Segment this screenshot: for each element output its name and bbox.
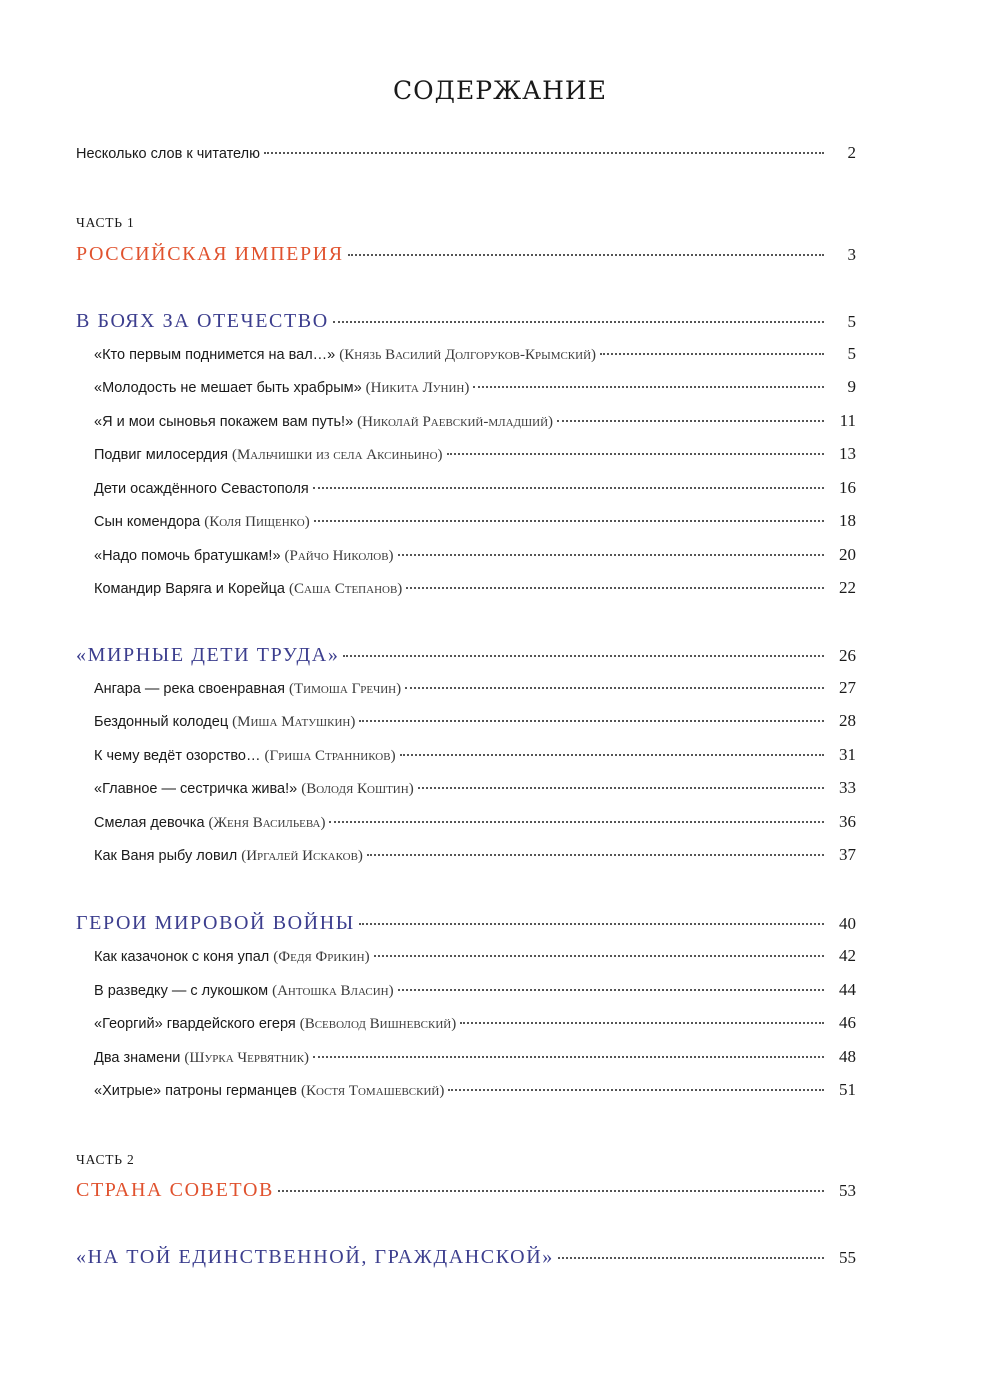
- entry-person: (Мальчишки из села Аксиньино): [231, 447, 443, 463]
- entry-person: (Костя Томашевский): [301, 1083, 445, 1099]
- entry-title: Дети осаждённого Севастополя: [94, 481, 309, 497]
- toc-entry[interactable]: [94, 678, 856, 708]
- entry-title: Как Ваня рыбу ловил: [94, 848, 238, 864]
- entry-person: (Всеволод Вишневский): [299, 1016, 457, 1032]
- toc-entry[interactable]: [94, 845, 856, 875]
- dot-leader: [473, 386, 824, 388]
- entry-person: (Федя Фрикин): [273, 949, 370, 965]
- toc-entry[interactable]: [94, 344, 856, 374]
- part-label: ЧАСТЬ 2: [76, 1152, 135, 1167]
- part-title: СТРАНА СОВЕТОВ: [76, 1179, 274, 1201]
- entry-person: (Женя Васильева): [208, 815, 326, 831]
- entry-person: (Тимоша Гречин): [288, 681, 402, 697]
- entry-person: (Миша Матушкин): [232, 714, 356, 730]
- dot-leader: [557, 420, 824, 422]
- part-title: РОССИЙСКАЯ ИМПЕРИЯ: [76, 243, 344, 265]
- page-number: 11: [839, 411, 856, 430]
- toc-entry[interactable]: [94, 1047, 856, 1077]
- dot-leader: [264, 152, 824, 154]
- page-title: СОДЕРЖАНИЕ: [393, 76, 607, 105]
- dot-leader: [278, 1190, 824, 1192]
- entry-person: (Шурка Червятник): [184, 1050, 310, 1066]
- entry-title: Бездонный колодец: [94, 714, 229, 730]
- dot-leader: [406, 587, 824, 589]
- page-number: 3: [847, 245, 856, 264]
- dot-leader: [314, 520, 824, 522]
- page-number: 20: [839, 545, 856, 564]
- toc-section[interactable]: [76, 912, 856, 942]
- page-number: 31: [839, 745, 856, 764]
- page-number: 28: [839, 711, 856, 730]
- page-number: 5: [847, 312, 856, 331]
- dot-leader: [348, 254, 824, 256]
- page-number: 51: [839, 1080, 856, 1099]
- toc-entry[interactable]: [94, 812, 856, 842]
- toc-entry[interactable]: [94, 578, 856, 608]
- entry-title: «Я и мои сыновья покажем вам путь!»: [94, 414, 354, 430]
- entry-person: (Николай Раевский-младший): [357, 414, 554, 430]
- dot-leader: [333, 321, 824, 323]
- entry-title: Командир Варяга и Корейца: [94, 581, 285, 597]
- dot-leader: [329, 821, 824, 823]
- page-number: 40: [839, 914, 856, 933]
- dot-leader: [447, 453, 824, 455]
- page-number: 2: [847, 143, 856, 162]
- page-number: 33: [839, 778, 856, 797]
- entry-person: (Антошка Власин): [272, 983, 394, 999]
- dot-leader: [418, 787, 824, 789]
- page-number: 18: [839, 511, 856, 530]
- entry-person: (Саша Степанов): [289, 581, 403, 597]
- toc-section[interactable]: [76, 644, 856, 674]
- dot-leader: [359, 923, 824, 925]
- toc-part-2[interactable]: [76, 1179, 856, 1209]
- page-number: 27: [839, 678, 856, 697]
- entry-title: Ангара — река своенравная: [94, 681, 285, 697]
- toc-entry[interactable]: [94, 377, 856, 407]
- dot-leader: [313, 1056, 824, 1058]
- section-title: «МИРНЫЕ ДЕТИ ТРУДА»: [76, 644, 340, 666]
- toc-section[interactable]: [76, 310, 856, 340]
- dot-leader: [398, 554, 824, 556]
- dot-leader: [460, 1022, 824, 1024]
- entry-person: (Володя Коштин): [301, 781, 414, 797]
- entry-title: «Хитрые» патроны германцев: [94, 1083, 297, 1099]
- entry-person: (Райчо Николов): [284, 548, 394, 564]
- dot-leader: [558, 1257, 824, 1259]
- toc-part-1[interactable]: [76, 243, 856, 273]
- entry-person: (Князь Василий Долгоруков-Крымский): [339, 347, 597, 363]
- toc-entry[interactable]: [94, 946, 856, 976]
- section-title: В БОЯХ ЗА ОТЕЧЕСТВО: [76, 310, 329, 332]
- page-number: 37: [839, 845, 856, 864]
- entry-person: (Никита Лунин): [365, 380, 470, 396]
- page-number: 42: [839, 946, 856, 965]
- entry-title: Смелая девочка: [94, 815, 205, 831]
- dot-leader: [448, 1089, 824, 1091]
- dot-leader: [600, 353, 824, 355]
- toc-entry-intro[interactable]: [76, 143, 856, 173]
- entry-person: (Гриша Странников): [264, 748, 396, 764]
- page-number: 46: [839, 1013, 856, 1032]
- page-number: 36: [839, 812, 856, 831]
- entry-title: «Надо помочь братушкам!»: [94, 548, 281, 564]
- toc-entry[interactable]: [94, 478, 856, 508]
- page-number: 53: [839, 1181, 856, 1200]
- entry-title: Несколько слов к читателю: [76, 146, 260, 162]
- entry-person: (Иргалей Искаков): [241, 848, 363, 864]
- toc-entry[interactable]: [94, 545, 856, 575]
- entry-title: В разведку — с лукошком: [94, 983, 269, 999]
- page-number: 13: [839, 444, 856, 463]
- entry-title: «Георгий» гвардейского егеря: [94, 1016, 296, 1032]
- dot-leader: [405, 687, 824, 689]
- entry-title: «Кто первым поднимется на вал…»: [94, 347, 336, 363]
- page-number: 22: [839, 578, 856, 597]
- entry-person: (Коля Пищенко): [204, 514, 310, 530]
- toc-entry[interactable]: [94, 980, 856, 1010]
- toc-section[interactable]: [76, 1246, 856, 1276]
- toc-entry[interactable]: [94, 444, 856, 474]
- toc-entry[interactable]: [94, 411, 856, 441]
- page-number: 16: [839, 478, 856, 497]
- dot-leader: [343, 655, 824, 657]
- page-number: 48: [839, 1047, 856, 1066]
- entry-title: К чему ведёт озорство…: [94, 748, 261, 764]
- dot-leader: [400, 754, 824, 756]
- toc-entry[interactable]: [94, 1080, 856, 1110]
- entry-title: Как казачонок с коня упал: [94, 949, 270, 965]
- entry-title: «Главное — сестричка жива!»: [94, 781, 298, 797]
- dot-leader: [313, 487, 824, 489]
- entry-title: Подвиг милосердия: [94, 447, 228, 463]
- toc-entry[interactable]: [94, 778, 856, 808]
- toc-entry[interactable]: [94, 711, 856, 741]
- dot-leader: [374, 955, 824, 957]
- page-number: 9: [847, 377, 856, 396]
- page-number: 44: [839, 980, 856, 999]
- part-label: ЧАСТЬ 1: [76, 215, 135, 230]
- toc-entry[interactable]: [94, 745, 856, 775]
- page-number: 26: [839, 646, 856, 665]
- toc-entry[interactable]: [94, 511, 856, 541]
- section-title: ГЕРОИ МИРОВОЙ ВОЙНЫ: [76, 912, 355, 934]
- dot-leader: [398, 989, 824, 991]
- entry-title: «Молодость не мешает быть храбрым»: [94, 380, 362, 396]
- page-number: 55: [839, 1248, 856, 1267]
- dot-leader: [367, 854, 824, 856]
- entry-title: Два знамени: [94, 1050, 181, 1066]
- section-title: «НА ТОЙ ЕДИНСТВЕННОЙ, ГРАЖДАНСКОЙ»: [76, 1246, 554, 1268]
- page-number: 5: [847, 344, 856, 363]
- toc-entry[interactable]: [94, 1013, 856, 1043]
- entry-title: Сын комендора: [94, 514, 201, 530]
- dot-leader: [359, 720, 824, 722]
